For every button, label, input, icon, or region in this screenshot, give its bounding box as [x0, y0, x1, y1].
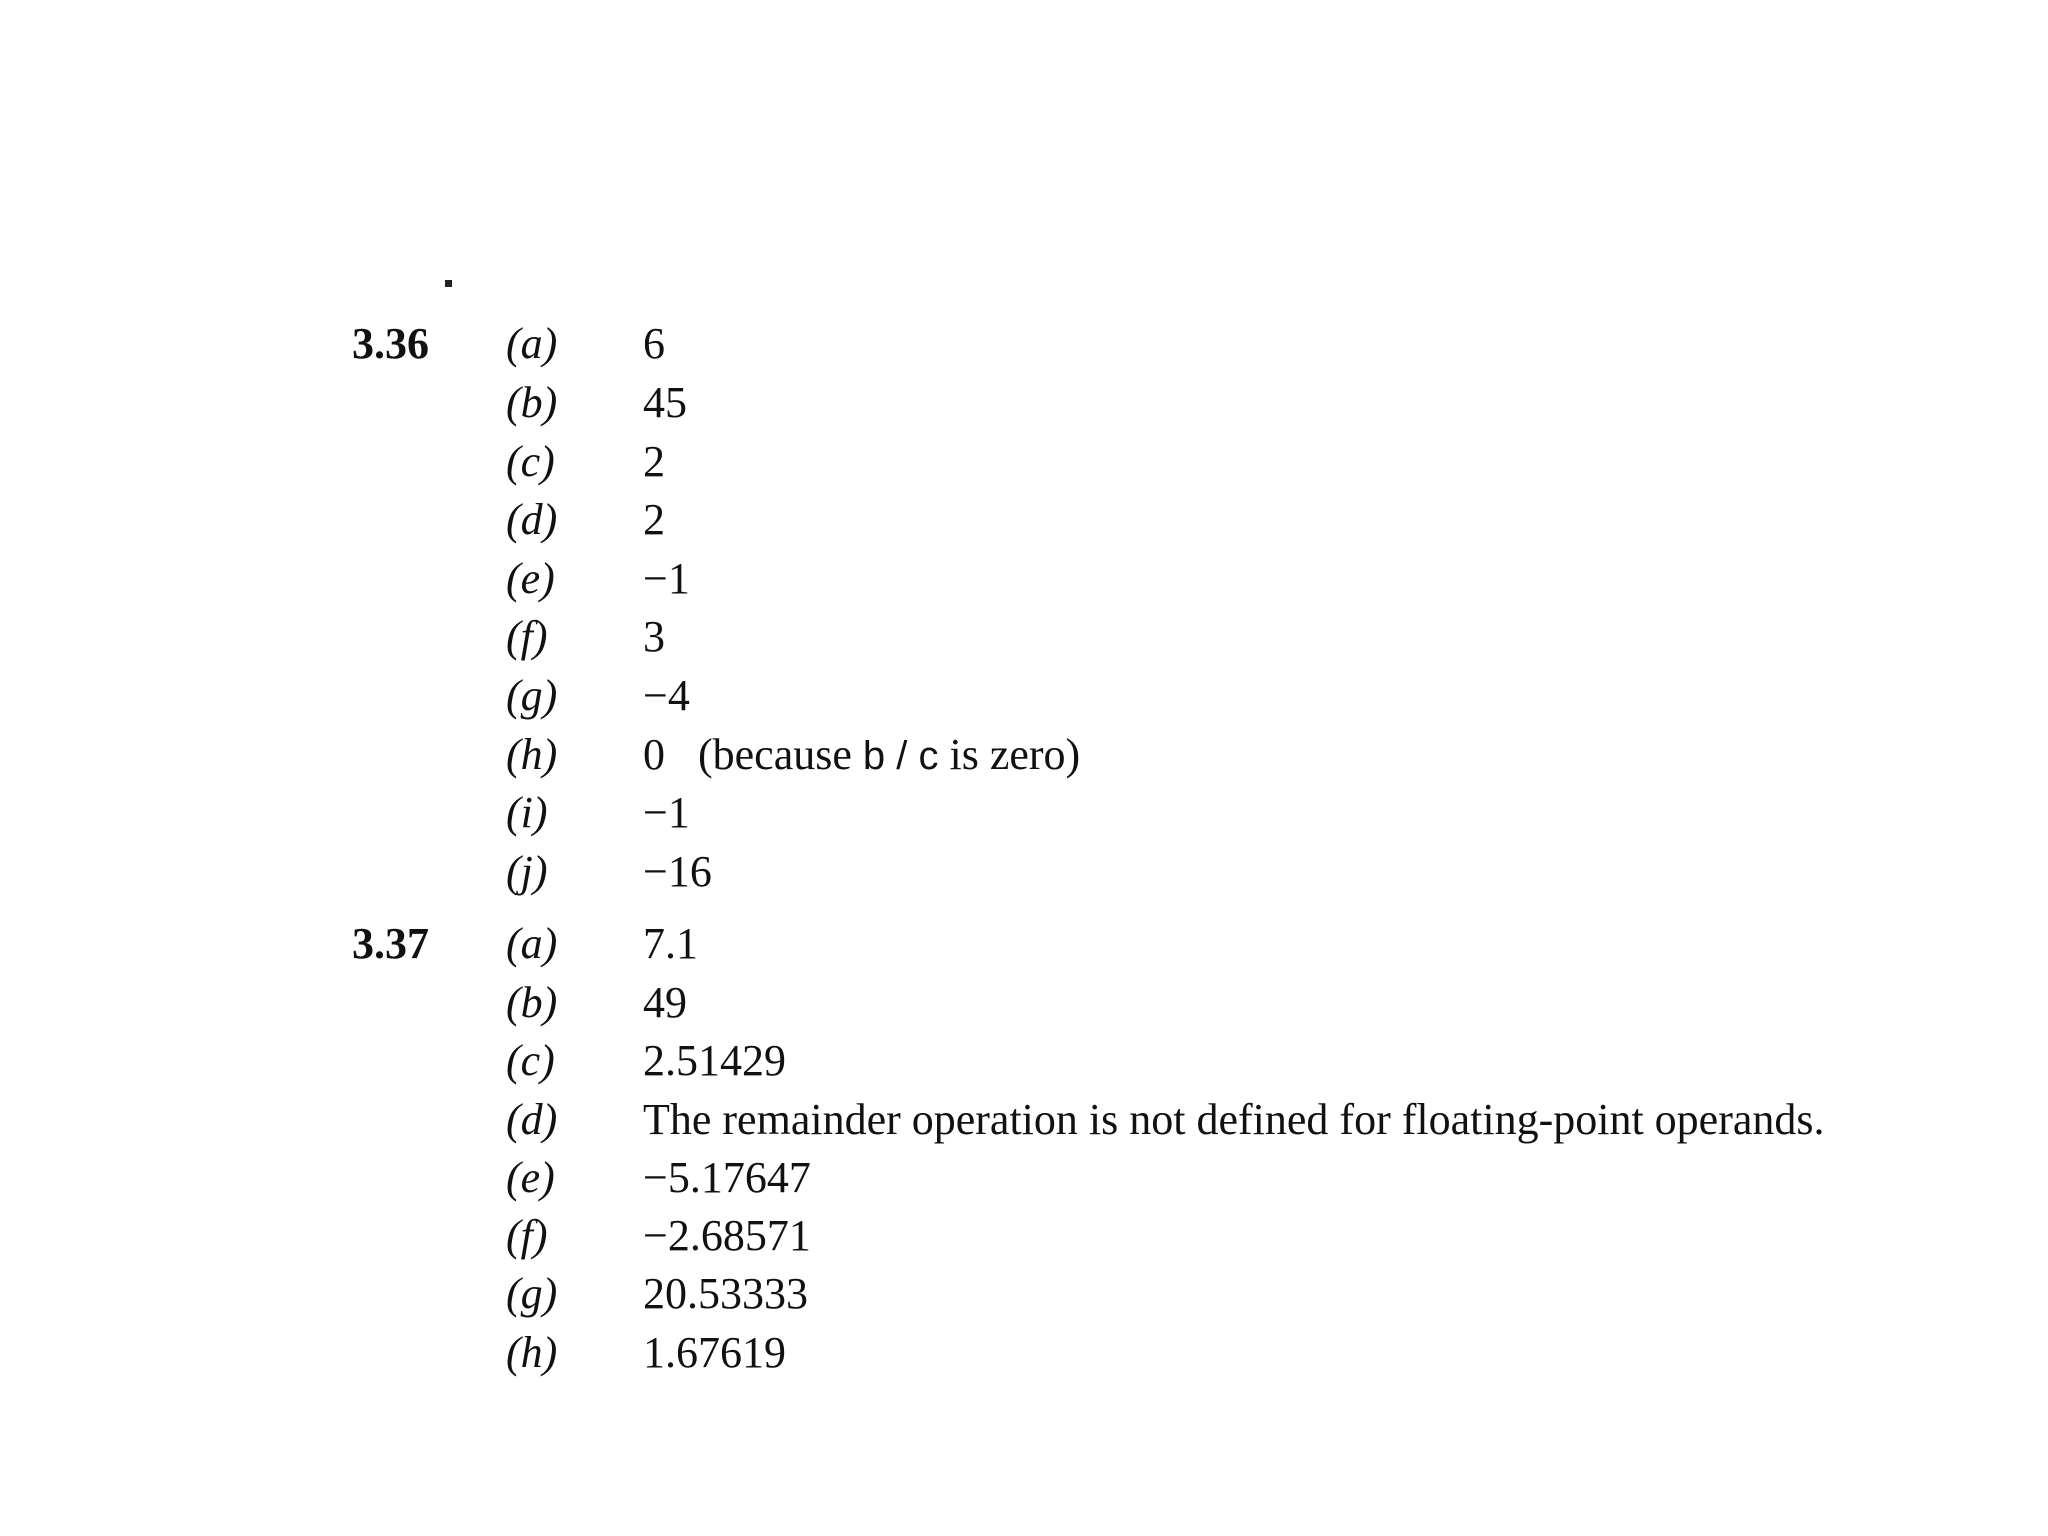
- answer-label: (b): [506, 378, 558, 427]
- answer-value: 1.67619: [643, 1328, 786, 1377]
- answer-note-code: b / c: [862, 734, 939, 778]
- answer-note-suffix: is zero): [938, 730, 1081, 779]
- answer-value: 3: [643, 612, 665, 661]
- answer-label: (b): [506, 978, 558, 1027]
- answer-label: (h): [506, 1328, 558, 1377]
- answer-label: (a): [506, 319, 558, 368]
- answer-value: −1: [643, 788, 690, 837]
- answer-value: 2: [643, 437, 665, 486]
- answer-label: (j): [506, 847, 548, 896]
- answer-label: (f): [506, 1211, 548, 1260]
- answer-label: (g): [506, 671, 558, 720]
- answer-value: −4: [643, 671, 690, 720]
- answer-value: 2.51429: [643, 1036, 786, 1085]
- problem-number: 3.37: [352, 919, 429, 968]
- answer-label: (a): [506, 919, 558, 968]
- answer-value: 45: [643, 378, 687, 427]
- answer-value: The remainder operation is not defined for floating-point operands.: [643, 1095, 1825, 1144]
- answer-value: [643, 730, 1081, 779]
- answer-value-text: 0: [643, 730, 665, 779]
- scan-speck: [445, 280, 452, 287]
- answer-label: (c): [506, 437, 555, 486]
- answer-value: −2.68571: [643, 1211, 811, 1260]
- problem-number: 3.36: [352, 319, 429, 368]
- answer-label: (f): [506, 612, 548, 661]
- answer-value: 6: [643, 319, 665, 368]
- answer-label: (c): [506, 1036, 555, 1085]
- answer-label: (e): [506, 1153, 555, 1202]
- answer-label: (d): [506, 495, 558, 544]
- answer-value: 20.53333: [643, 1269, 808, 1318]
- answer-label: (g): [506, 1269, 558, 1318]
- answer-value: −1: [643, 554, 690, 603]
- answer-label: (e): [506, 554, 555, 603]
- answer-value: −16: [643, 847, 712, 896]
- answer-label: (h): [506, 730, 558, 779]
- answer-value: −5.17647: [643, 1153, 811, 1202]
- answer-value: 2: [643, 495, 665, 544]
- answer-value: 7.1: [643, 919, 698, 968]
- answer-value: 49: [643, 978, 687, 1027]
- answer-note-prefix: (because: [698, 730, 863, 779]
- answer-label: (d): [506, 1095, 558, 1144]
- answer-label: (i): [506, 788, 548, 837]
